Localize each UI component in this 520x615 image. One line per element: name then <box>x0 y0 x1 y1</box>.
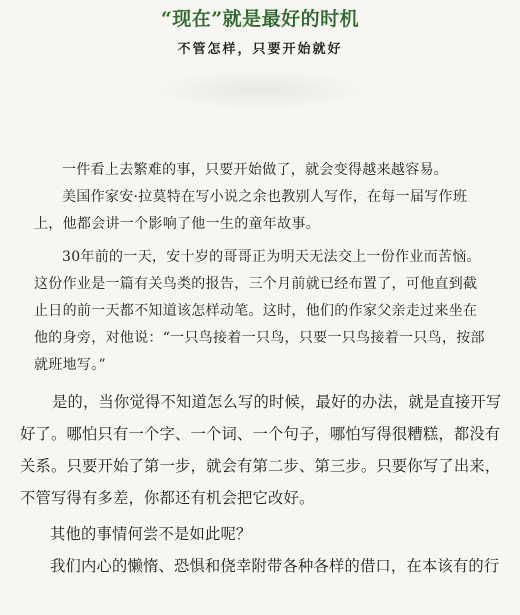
text-line: 一件看上去繁难的事，只要开始做了，就会变得越来越容易。 <box>62 162 449 178</box>
text-line: 我们内心的懒惰、恐惧和侥幸附带各种各样的借口，在本该有的行 <box>50 557 500 575</box>
paper-smudge <box>150 70 370 110</box>
page-title: “现在”就是最好的时机 <box>160 8 360 30</box>
text-line: 他的身旁，对他说：“一只鸟接着一只鸟，只要一只鸟接着一只鸟，按部 <box>34 330 485 346</box>
text-line: 美国作家安·拉莫特在写小说之余也教别人写作，在每一届写作班 <box>62 189 468 205</box>
text-line: 关系。只要开始了第一步，就会有第二步、第三步。只要你写了出来， <box>20 457 501 475</box>
text-line: 止日的前一天都不知道该怎样动笔。这时，他们的作家父亲走过来坐在 <box>34 303 478 319</box>
text-line: 就班地写。” <box>34 357 106 373</box>
text-line: 其他的事情何尝不是如此呢？ <box>50 525 252 543</box>
page-subtitle: 不管怎样，只要开始就好 <box>177 42 343 57</box>
text-line: 30年前的一天，安十岁的哥哥正为明天无法交上一份作业而苦恼。 <box>62 249 481 265</box>
text-line: 好了。哪怕只有一个字、一个词、一个句子，哪怕写得很糟糕，都没有 <box>20 425 501 443</box>
text-line: 这份作业是一篇有关鸟类的报告，三个月前就已经布置了，可他直到截 <box>34 276 478 292</box>
text-line: 上，他都会讲一个影响了他一生的童年故事。 <box>34 216 320 232</box>
text-line: 是的，当你觉得不知道怎么写的时候，最好的办法，就是直接开写 <box>52 393 502 411</box>
text-line: 不管写得有多差，你都还有机会把它改好。 <box>20 489 315 507</box>
